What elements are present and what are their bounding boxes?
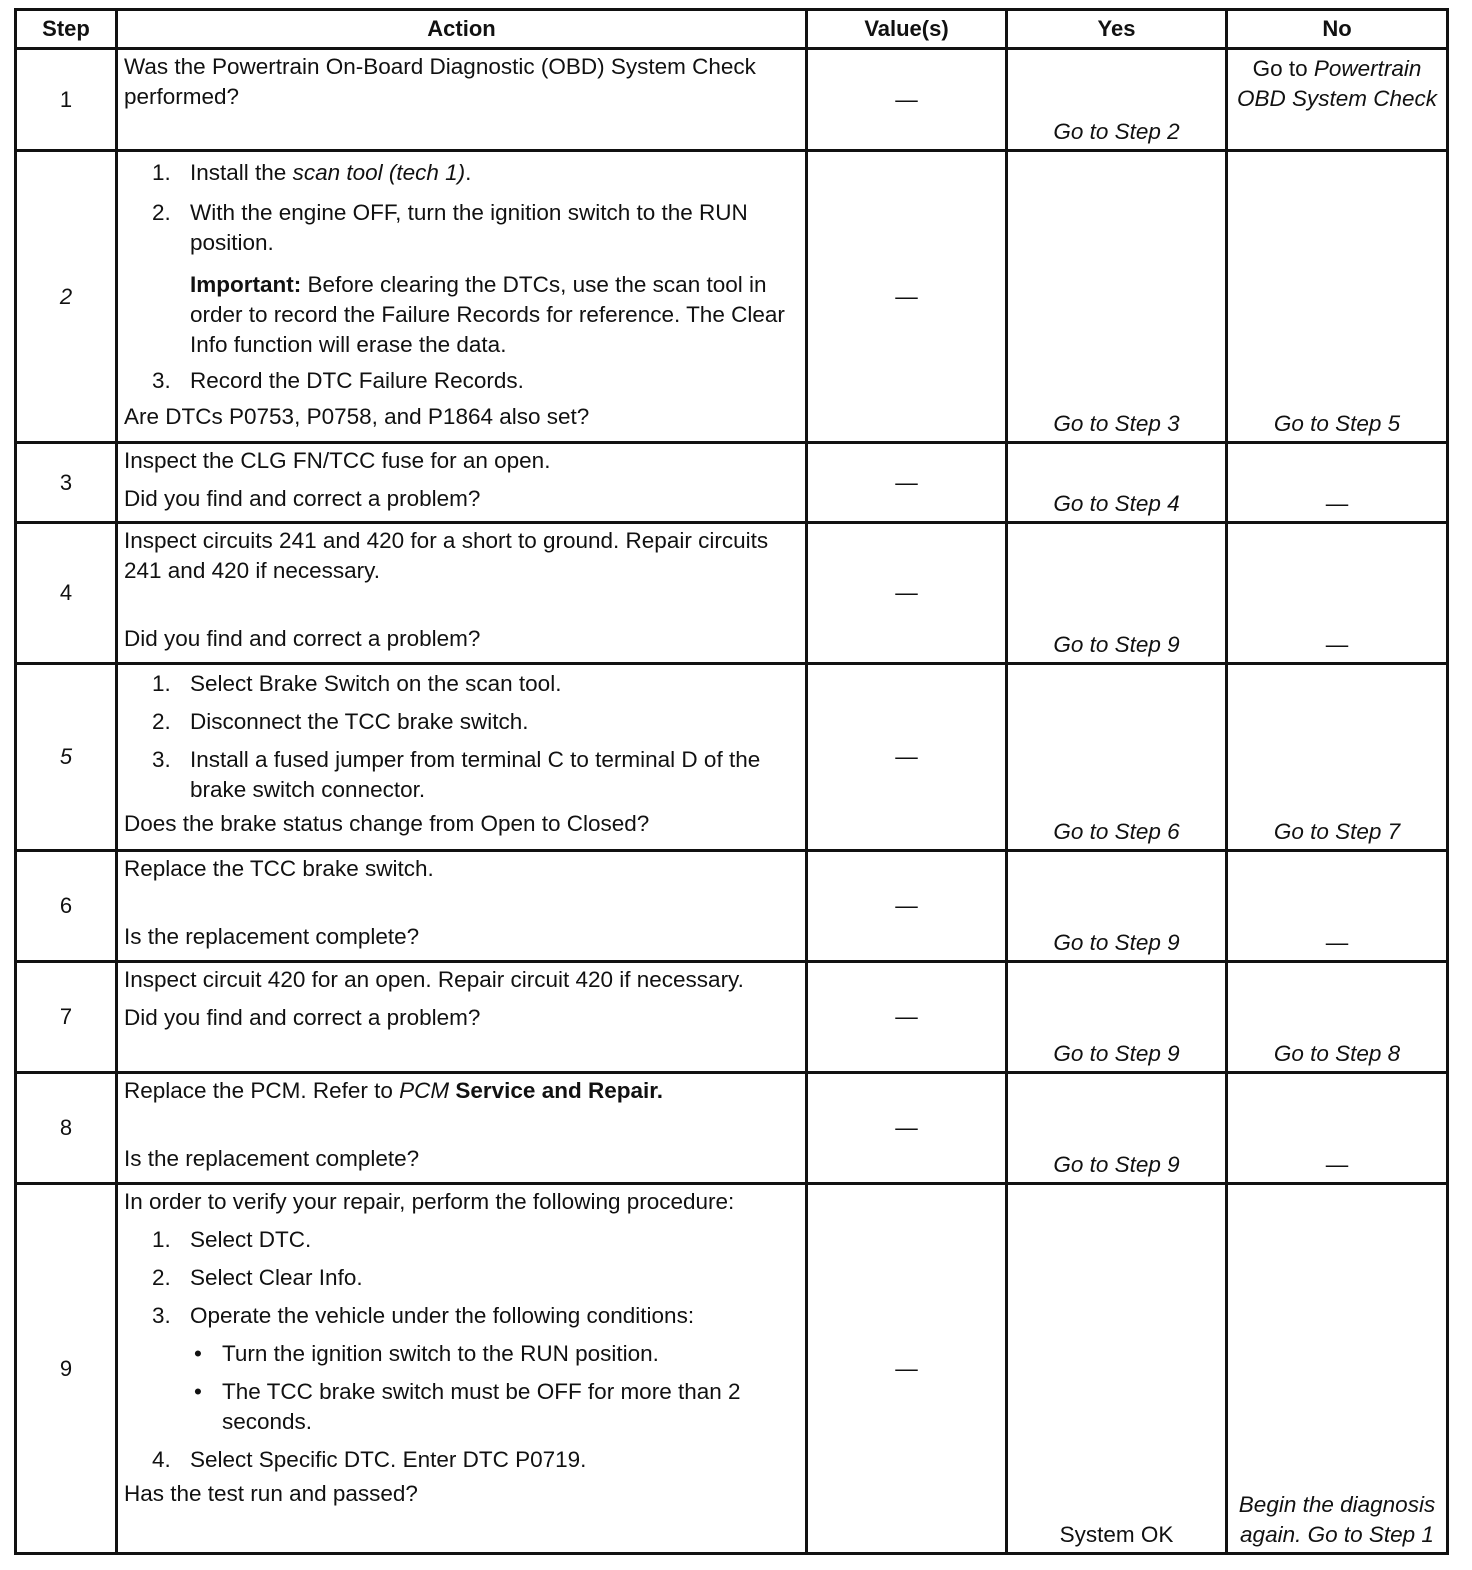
action-text: In order to verify your repair, perform the following procedure:: [124, 1189, 735, 1214]
yes-cell: Go to Step 9: [1007, 962, 1227, 1073]
question-text: Is the replacement complete?: [124, 924, 420, 949]
action-text: Inspect the CLG FN/TCC fuse for an open.: [124, 448, 551, 473]
bullet-glyph: •: [194, 1341, 202, 1366]
list-text: Install the: [190, 160, 293, 185]
no-cell: Go to Step 8: [1227, 962, 1448, 1073]
yes-cell: Go to Step 4: [1007, 443, 1227, 523]
list-item: [124, 745, 799, 805]
table-row-step-8: [16, 1073, 1448, 1184]
action-cell: [117, 443, 807, 523]
list-number: 2.: [152, 200, 171, 225]
table-row-step-5: [16, 664, 1448, 851]
question-text: Did you find and correct a problem?: [124, 1005, 481, 1030]
list-item: [124, 707, 799, 737]
header-row: [16, 10, 1448, 49]
bullet-item: [124, 1339, 799, 1369]
list-number: 2.: [152, 709, 171, 734]
important-text: Before clearing the DTCs, use the scan tool in order to record the Failure Records for reference. The Clear Info function will erase the data.: [190, 272, 785, 357]
step-number: 9: [16, 1184, 117, 1554]
value-cell: —: [807, 49, 1007, 151]
action-text: Was the Powertrain On-Board Diagnostic (OBD) System Check performed?: [124, 54, 756, 109]
list-number: 3.: [152, 368, 171, 393]
list-item: [124, 1445, 799, 1475]
table-row-step-3: [16, 443, 1448, 523]
header-values: Value(s): [807, 10, 1007, 49]
list-number: 3.: [152, 747, 171, 772]
list-number: 2.: [152, 1265, 171, 1290]
no-cell: —: [1227, 443, 1448, 523]
list-emphasis: scan tool (tech 1): [292, 160, 466, 185]
action-cell: [117, 49, 807, 151]
action-cell: [117, 664, 807, 851]
yes-cell: Go to Step 9: [1007, 1073, 1227, 1184]
no-cell: Go to Step 5: [1227, 151, 1448, 443]
step-number: 7: [16, 962, 117, 1073]
table-row-step-1: [16, 49, 1448, 151]
list-item: [124, 669, 799, 699]
important-note: [124, 270, 799, 360]
list-item: [124, 1263, 799, 1293]
no-cell: —: [1227, 1073, 1448, 1184]
list-text: Disconnect the TCC brake switch.: [190, 709, 529, 734]
no-cell: [1227, 49, 1448, 151]
list-text-end: .: [465, 160, 472, 185]
yes-cell: Go to Step 3: [1007, 151, 1227, 443]
value-cell: —: [807, 523, 1007, 664]
yes-cell: Go to Step 9: [1007, 851, 1227, 962]
value-cell: —: [807, 664, 1007, 851]
list-number: 3.: [152, 1303, 171, 1328]
action-reference: PCM: [399, 1078, 450, 1103]
question-text: Has the test run and passed?: [124, 1481, 418, 1506]
list-item: [124, 1225, 799, 1255]
list-text: Select Specific DTC. Enter DTC P0719.: [190, 1447, 587, 1472]
value-cell: —: [807, 1073, 1007, 1184]
list-text: Record the DTC Failure Records.: [190, 368, 524, 393]
step-number: 1: [16, 49, 117, 151]
value-cell: —: [807, 151, 1007, 443]
action-text: Replace the TCC brake switch.: [124, 856, 434, 881]
no-prefix: Go to: [1252, 56, 1308, 81]
no-cell: —: [1227, 523, 1448, 664]
yes-cell: System OK: [1007, 1184, 1227, 1554]
value-cell: —: [807, 851, 1007, 962]
no-reference: Powertrain OBD System Check: [1236, 56, 1438, 111]
list-item: [124, 158, 799, 188]
list-text: With the engine OFF, turn the ignition switch to the RUN position.: [190, 200, 748, 255]
table-row-step-7: [16, 962, 1448, 1073]
question-text: Are DTCs P0753, P0758, and P1864 also set?: [124, 404, 590, 429]
step-number: 4: [16, 523, 117, 664]
step-number: 5: [16, 664, 117, 851]
table-row-step-6: [16, 851, 1448, 962]
header-action: Action: [117, 10, 807, 49]
step-number: 6: [16, 851, 117, 962]
yes-cell: Go to Step 9: [1007, 523, 1227, 664]
list-item: [124, 366, 799, 396]
step-number: 2: [16, 151, 117, 443]
action-text-start: Replace the PCM. Refer to: [124, 1078, 400, 1103]
no-cell: Begin the diagnosis again. Go to Step 1: [1227, 1184, 1448, 1554]
list-item: [124, 198, 799, 258]
bullet-item: [124, 1377, 799, 1437]
action-reference-bold: Service and Repair.: [449, 1078, 663, 1103]
header-no: No: [1227, 10, 1448, 49]
list-text: Select DTC.: [190, 1227, 312, 1252]
value-cell: —: [807, 443, 1007, 523]
value-cell: —: [807, 1184, 1007, 1554]
list-number: 1.: [152, 671, 171, 696]
action-text: Inspect circuit 420 for an open. Repair circuit 420 if necessary.: [124, 967, 744, 992]
question-text: Did you find and correct a problem?: [124, 486, 481, 511]
list-number: 1.: [152, 1227, 171, 1252]
action-cell: [117, 1073, 807, 1184]
table-row-step-2: [16, 151, 1448, 443]
action-cell: [117, 962, 807, 1073]
list-text: Select Clear Info.: [190, 1265, 363, 1290]
list-text: Select Brake Switch on the scan tool.: [190, 671, 562, 696]
action-cell: [117, 523, 807, 664]
list-text: Operate the vehicle under the following conditions:: [190, 1303, 695, 1328]
step-number: 8: [16, 1073, 117, 1184]
action-cell: [117, 1184, 807, 1554]
question-text: Did you find and correct a problem?: [124, 626, 481, 651]
important-label: Important:: [190, 272, 302, 297]
list-number: 1.: [152, 160, 171, 185]
step-number: 3: [16, 443, 117, 523]
action-text: [124, 1076, 799, 1106]
no-cell: Go to Step 7: [1227, 664, 1448, 851]
diagnostic-table: [14, 8, 1449, 1555]
action-cell: [117, 851, 807, 962]
bullet-glyph: •: [194, 1379, 202, 1404]
bullet-text: The TCC brake switch must be OFF for more than 2 seconds.: [222, 1379, 741, 1434]
list-number: 4.: [152, 1447, 171, 1472]
list-item: [124, 1301, 799, 1331]
list-text: Install a fused jumper from terminal C to terminal D of the brake switch connector.: [190, 747, 761, 802]
yes-cell: Go to Step 2: [1007, 49, 1227, 151]
yes-cell: Go to Step 6: [1007, 664, 1227, 851]
header-step: Step: [16, 10, 117, 49]
table-row-step-4: [16, 523, 1448, 664]
value-cell: —: [807, 962, 1007, 1073]
action-cell: [117, 151, 807, 443]
no-cell: —: [1227, 851, 1448, 962]
table-row-step-9: [16, 1184, 1448, 1554]
bullet-text: Turn the ignition switch to the RUN position.: [222, 1341, 659, 1366]
header-yes: Yes: [1007, 10, 1227, 49]
action-text: Inspect circuits 241 and 420 for a short to ground. Repair circuits 241 and 420 if necessary.: [124, 528, 769, 583]
question-text: Does the brake status change from Open to Closed?: [124, 811, 650, 836]
question-text: Is the replacement complete?: [124, 1146, 420, 1171]
